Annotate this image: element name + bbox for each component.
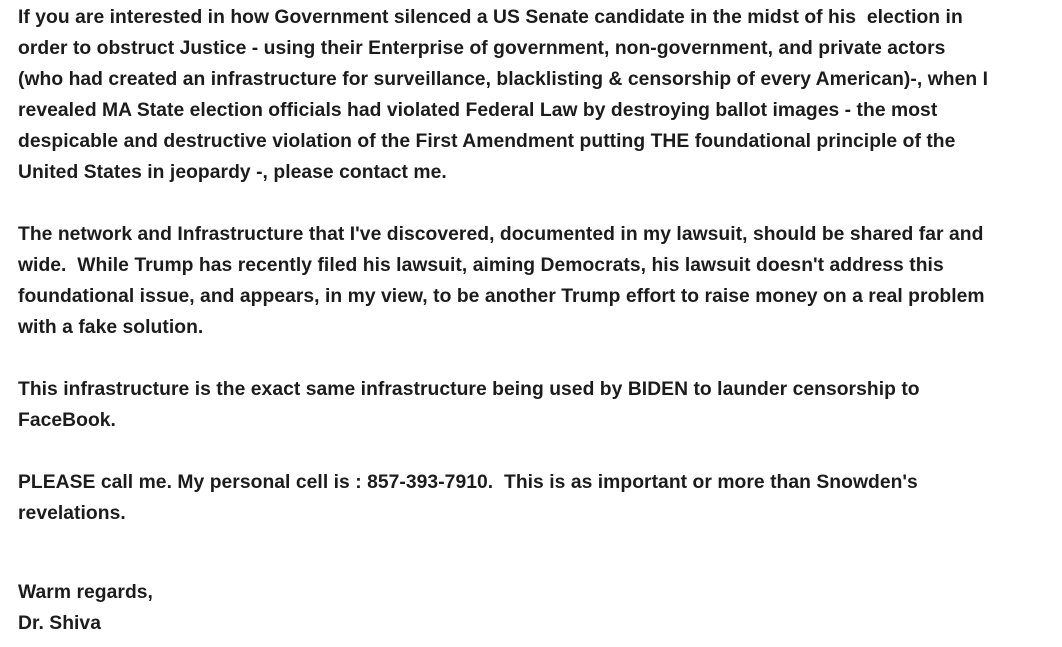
signature-block (18, 577, 1058, 639)
text-line: revealed MA State election officials had violated Federal Law by destroying ballot images - the most (18, 100, 938, 121)
email-body (18, 2, 1058, 639)
text-line: with a fake solution. (18, 317, 204, 338)
paragraph-contact-request (18, 2, 1058, 188)
text-line: order to obstruct Justice - using their Enterprise of government, non-government, and private actors (18, 38, 946, 59)
signature-name: Dr. Shiva (18, 613, 101, 634)
text-line: FaceBook. (18, 410, 116, 431)
text-line: despicable and destructive violation of the First Amendment putting THE foundational principle of the (18, 131, 956, 152)
text-line: The network and Infrastructure that I've discovered, documented in my lawsuit, should be shared far and (18, 224, 984, 245)
text-line: wide. While Trump has recently filed his lawsuit, aiming Democrats, his lawsuit doesn't address this (18, 255, 944, 276)
text-line: PLEASE call me. My personal cell is : 857-393-7910. This is as important or more than Snowden's (18, 472, 918, 493)
text-line: This infrastructure is the exact same infrastructure being used by BIDEN to launder censorship to (18, 379, 920, 400)
paragraph-network-infrastructure (18, 219, 1058, 343)
text-line: foundational issue, and appears, in my view, to be another Trump effort to raise money on a real problem (18, 286, 985, 307)
text-line: revelations. (18, 503, 126, 524)
text-line: (who had created an infrastructure for surveillance, blacklisting & censorship of every American)-, when I (18, 69, 988, 90)
signature-closing: Warm regards, (18, 582, 153, 603)
text-line: If you are interested in how Government silenced a US Senate candidate in the midst of his election in (18, 7, 963, 28)
paragraph-biden-infrastructure (18, 374, 1058, 436)
spacer (18, 560, 1058, 577)
paragraph-call-request (18, 467, 1058, 529)
text-line: United States in jeopardy -, please contact me. (18, 162, 447, 183)
